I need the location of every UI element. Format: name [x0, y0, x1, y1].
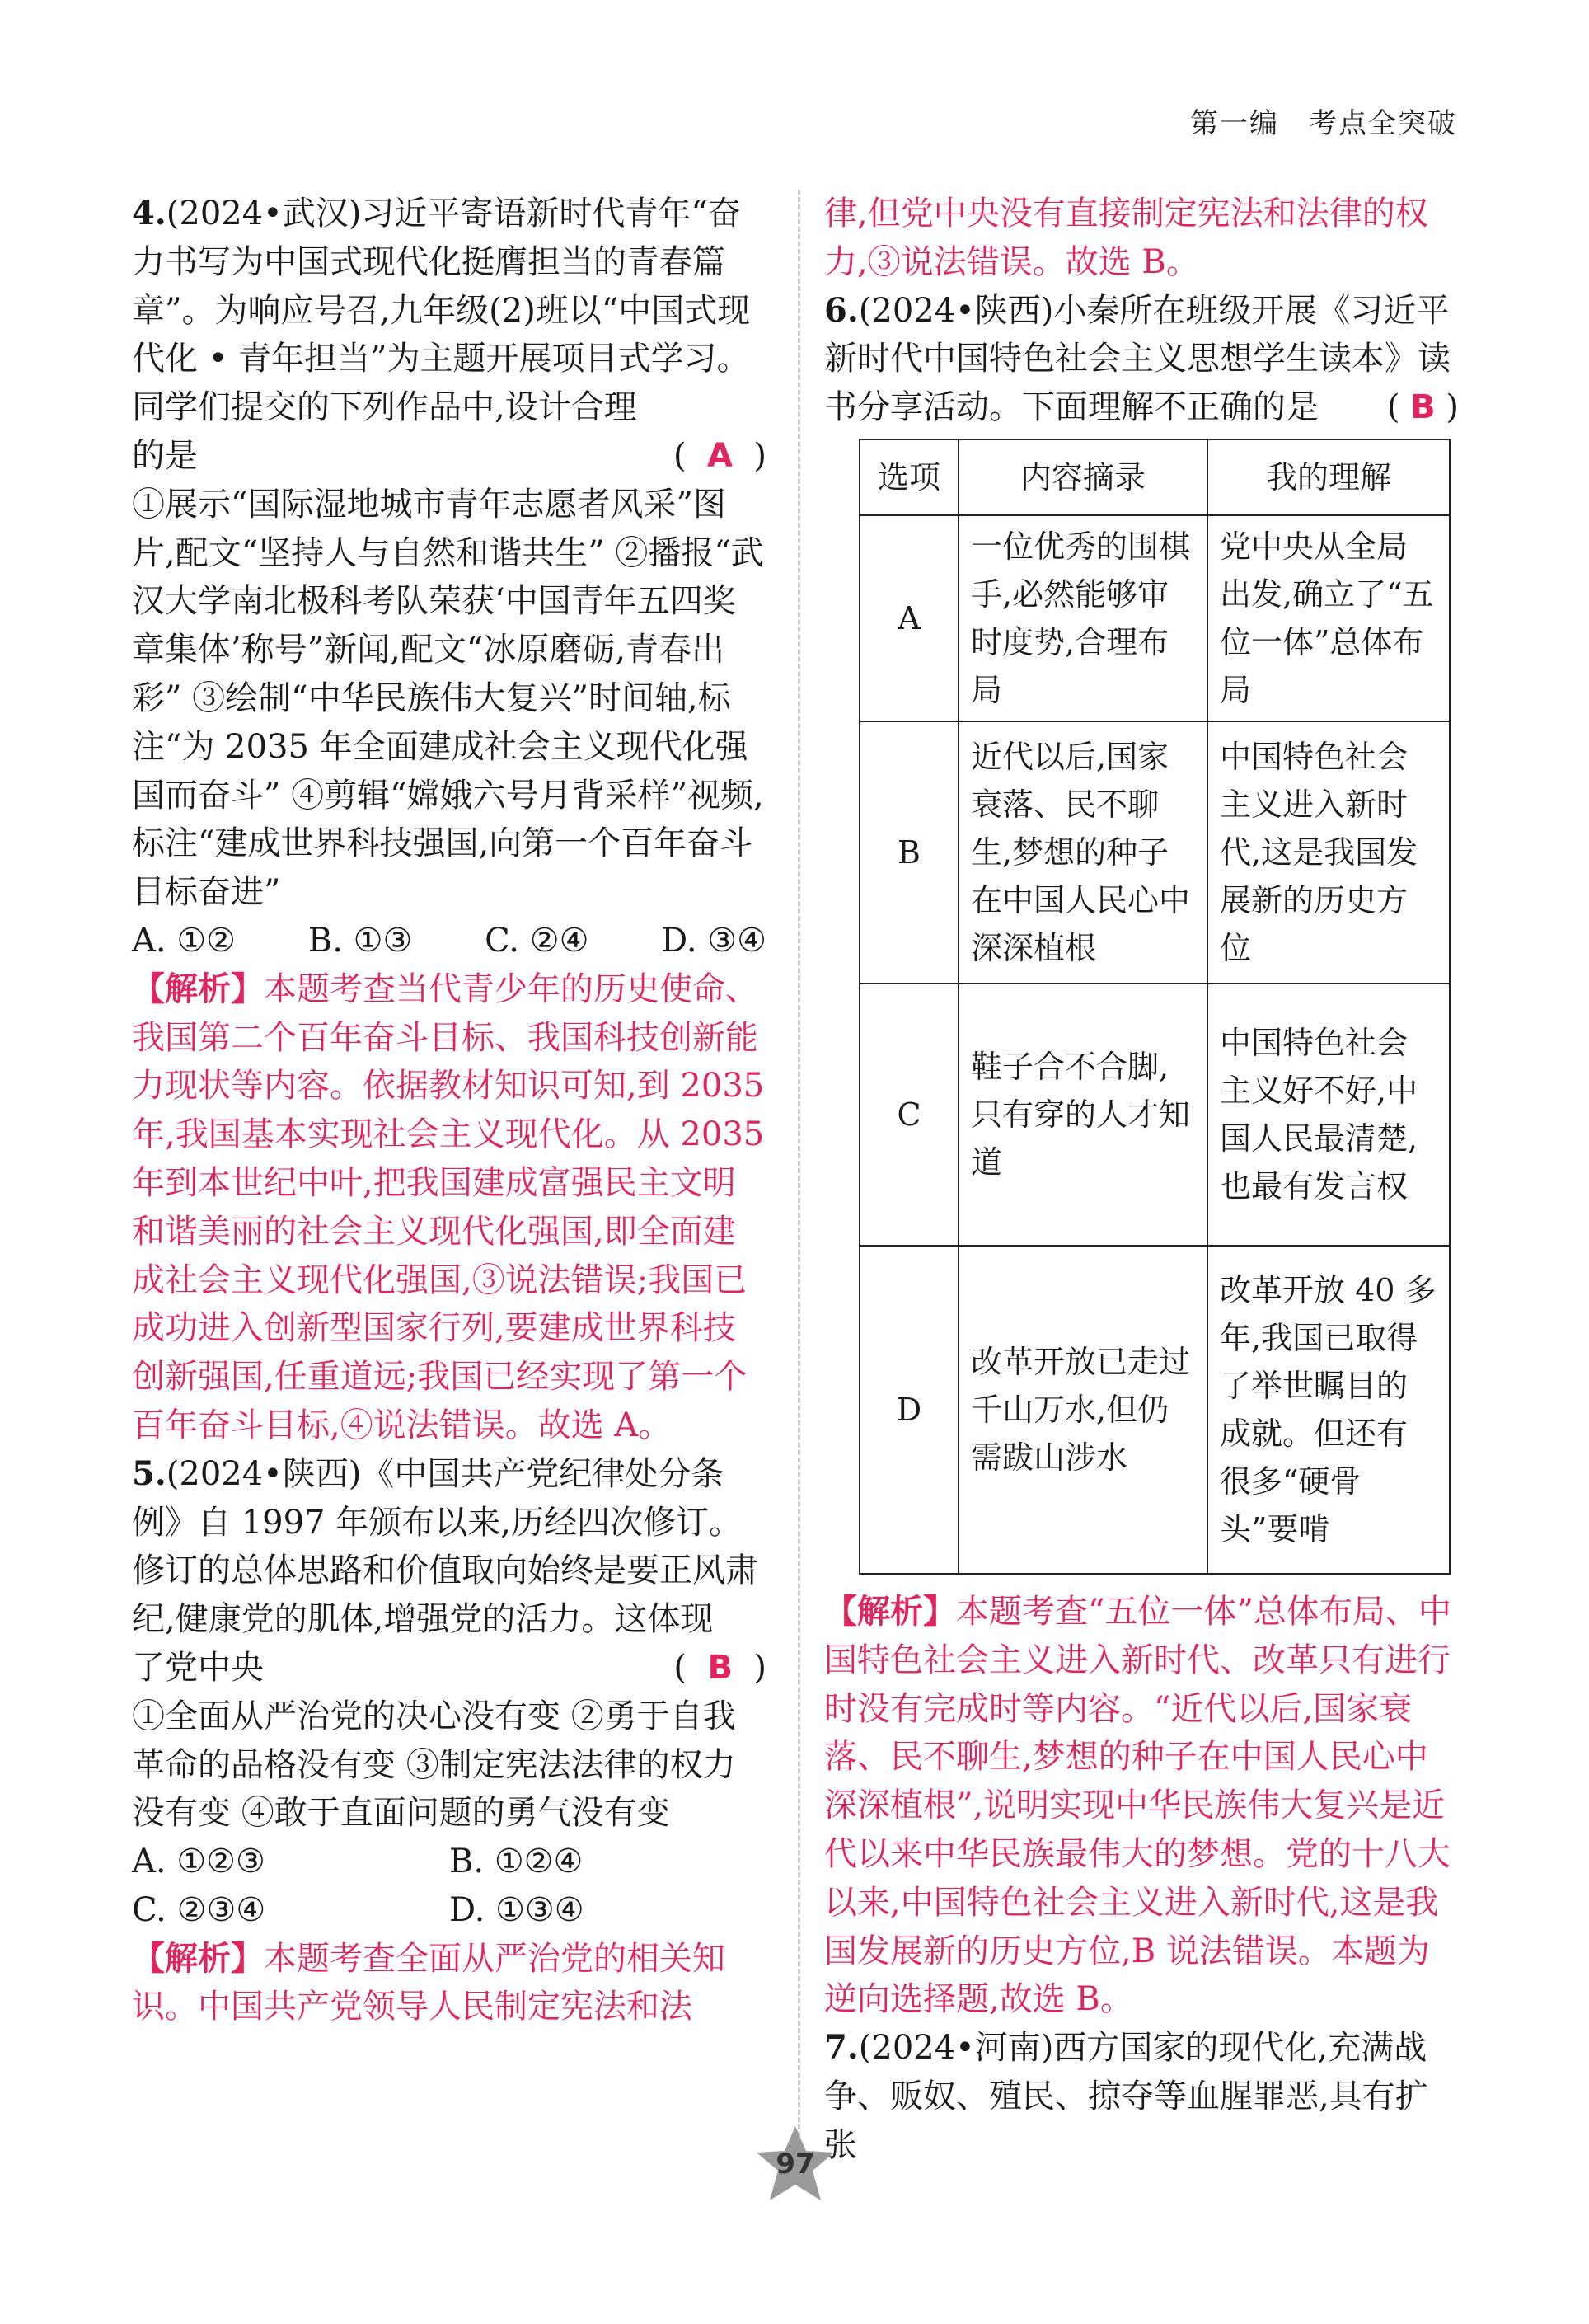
table-header: 我的理解 [1207, 439, 1450, 515]
row-understanding: 党中央从全局出发,确立了“五位一体”总体布局 [1207, 515, 1450, 721]
question-number: 4. [132, 194, 166, 232]
analysis-continued: 律,但党中央没有直接制定宪法和法律的权力,③说法错误。故选 B。 [824, 195, 1428, 281]
bracket-close: ) [753, 436, 766, 475]
column-divider [798, 190, 800, 2152]
option-d: D. ③④ [661, 921, 766, 960]
answer-letter: B [1410, 388, 1436, 427]
answer-line [132, 1644, 766, 1693]
row-label: D [860, 1246, 959, 1574]
page-number-badge [750, 2123, 841, 2205]
question-stem: (2024•河南)西方国家的现代化,充满战争、贩奴、殖民、掠夺等血腥罪恶,具有扩张 [824, 2029, 1428, 2164]
running-header [1190, 101, 1457, 141]
options-grid [132, 1838, 766, 1935]
row-understanding: 中国特色社会主义进入新时代,这是我国发展新的历史方位 [1207, 721, 1450, 984]
table-header: 内容摘录 [959, 439, 1207, 515]
answer-line [824, 383, 1459, 432]
row-understanding: 改革开放 40 多年,我国已取得了举世瞩目的成就。但还有很多“硬骨头”要啃 [1207, 1246, 1450, 1574]
option-c: C. ②③④ [132, 1890, 266, 1929]
table-header: 选项 [860, 439, 959, 515]
question-7 [824, 2024, 1459, 2169]
question-stem: (2024•陕西)小秦所在班级开展《习近平新时代中国特色社会主义思想学生读本》读 [824, 291, 1451, 378]
row-excerpt: 一位优秀的围棋手,必然能够审时度势,合理布局 [959, 515, 1207, 721]
question-stem-end: 的是 [132, 436, 198, 475]
question-stem-end: 了党中央 [132, 1648, 264, 1687]
question-4 [132, 190, 766, 1450]
question-6 [824, 287, 1459, 2025]
bracket-close: ) [753, 1648, 766, 1687]
options-row [132, 917, 766, 965]
question-number: 5. [132, 1453, 166, 1493]
option-b: B. ①③ [307, 921, 413, 960]
page-number: 97 [776, 2148, 815, 2181]
row-label: B [860, 721, 959, 984]
table-row [860, 721, 1450, 984]
answer-letter: B [707, 1648, 733, 1687]
answer-bracket [1387, 383, 1459, 432]
answer-bracket [673, 1644, 766, 1693]
question-number: 6. [824, 290, 859, 330]
question-stem: (2024•武汉)习近平寄语新时代青年“奋力书写为中国式现代化挺膺担当的青春篇章”。为响应号召,九年级(2)班以“中国式现代化 • 青年担当”为主题开展项目式学习。同学们提交的下列作品中,设计合理 [132, 195, 751, 427]
table-header-row [860, 439, 1450, 515]
question-stem-end: 书分享活动。下面理解不正确的是 [824, 388, 1319, 427]
bracket-open: ( [673, 1648, 687, 1687]
header-title: 考点全突破 [1309, 107, 1457, 140]
analysis [824, 1588, 1459, 2024]
row-understanding: 中国特色社会主义好不好,中国人民最清楚,也最有发言权 [1207, 984, 1450, 1246]
answer-letter: A [706, 436, 733, 475]
option-b: B. ①②④ [449, 1843, 584, 1881]
row-label: C [860, 984, 959, 1246]
row-excerpt: 近代以后,国家衰落、民不聊生,梦想的种子在中国人民心中深深植根 [959, 721, 1207, 984]
bracket-open: ( [673, 436, 687, 475]
option-a: A. ①②③ [132, 1843, 265, 1881]
analysis [132, 1935, 766, 2032]
question-5 [132, 1450, 766, 2032]
table-row [860, 984, 1450, 1246]
analysis-text: 本题考查“五位一体”总体布局、中国特色社会主义进入新时代、改革只有进行时没有完成时等内容。“近代以后,国家衰落、民不聊生,梦想的种子在中国人民心中深深植根”,说明实现中华民族伟大复兴是近代以来中华民族最伟大的梦想。党的十八大以来,中国特色社会主义进入新时代,这是我国发展新的历史方位,B 说法错误。本题为逆向选择题,故选 B。 [824, 1592, 1451, 2019]
table-row [860, 515, 1450, 721]
statements: ①展示“国际湿地城市青年志愿者风采”图片,配文“坚持人与自然和谐共生” ②播报“武汉大学南北极科考队荣获‘中国青年五四奖章集体’称号”新闻,配文“冰原磨砺,青春出彩” ③绘制“中华民族伟大复兴”时间轴,标注“为 2035 年全面建成社会主义现代化强国而奋斗” ④剪辑“嫦娥六号月背采样”视频,标注“建成世界科技强国,向第一个百年奋斗目标奋进” [132, 485, 764, 912]
analysis-text: 本题考查全面从严治党的相关知识。中国共产党领导人民制定宪法和法 [132, 1939, 725, 2026]
answer-line [132, 432, 766, 481]
statements: ①全面从严治党的决心没有变 ②勇于自我革命的品格没有变 ③制定宪法法律的权力没有变 ④敢于直面问题的勇气没有变 [132, 1697, 736, 1833]
option-d: D. ①③④ [449, 1890, 584, 1929]
answer-bracket [673, 432, 766, 481]
option-a: A. ①② [132, 921, 237, 960]
bracket-close: ) [1446, 388, 1459, 427]
row-excerpt: 鞋子合不合脚,只有穿的人才知道 [959, 984, 1207, 1246]
analysis-text: 本题考查当代青少年的历史使命、我国第二个百年奋斗目标、我国科技创新能力现状等内容。依据教材知识可知,到 2035 年,我国基本实现社会主义现代化。从 2035 年到本世纪中叶,把我国建成富强民主文明和谐美丽的社会主义现代化强国,即全面建成社会主义现代化强国,③说法错误;我国已成功进入创新型国家行列,要建成世界科技创新强国,任重道远;我国已经实现了第一个百年奋斗目标,④说法错误。故选 A。 [132, 970, 765, 1444]
header-part: 第一编 [1190, 107, 1279, 140]
row-excerpt: 改革开放已走过千山万水,但仍需跋山涉水 [959, 1246, 1207, 1574]
analysis-tag: 【解析】 [824, 1592, 956, 1631]
options-table [859, 439, 1451, 1575]
table-row [860, 1246, 1450, 1574]
analysis-tag: 【解析】 [132, 970, 264, 1008]
question-stem: (2024•陕西)《中国共产党纪律处分条例》自 1997 年颁布以来,历经四次修订。修订的总体思路和价值取向始终是要正风肃纪,健康党的肌体,增强党的活力。这体现 [132, 1454, 758, 1639]
option-c: C. ②④ [485, 921, 589, 960]
question-number: 7. [824, 2028, 859, 2068]
right-column [824, 190, 1459, 2170]
left-column [132, 190, 766, 2031]
bracket-open: ( [1386, 388, 1400, 427]
analysis-tag: 【解析】 [132, 1939, 264, 1978]
row-label: A [860, 515, 959, 721]
analysis [132, 965, 766, 1450]
